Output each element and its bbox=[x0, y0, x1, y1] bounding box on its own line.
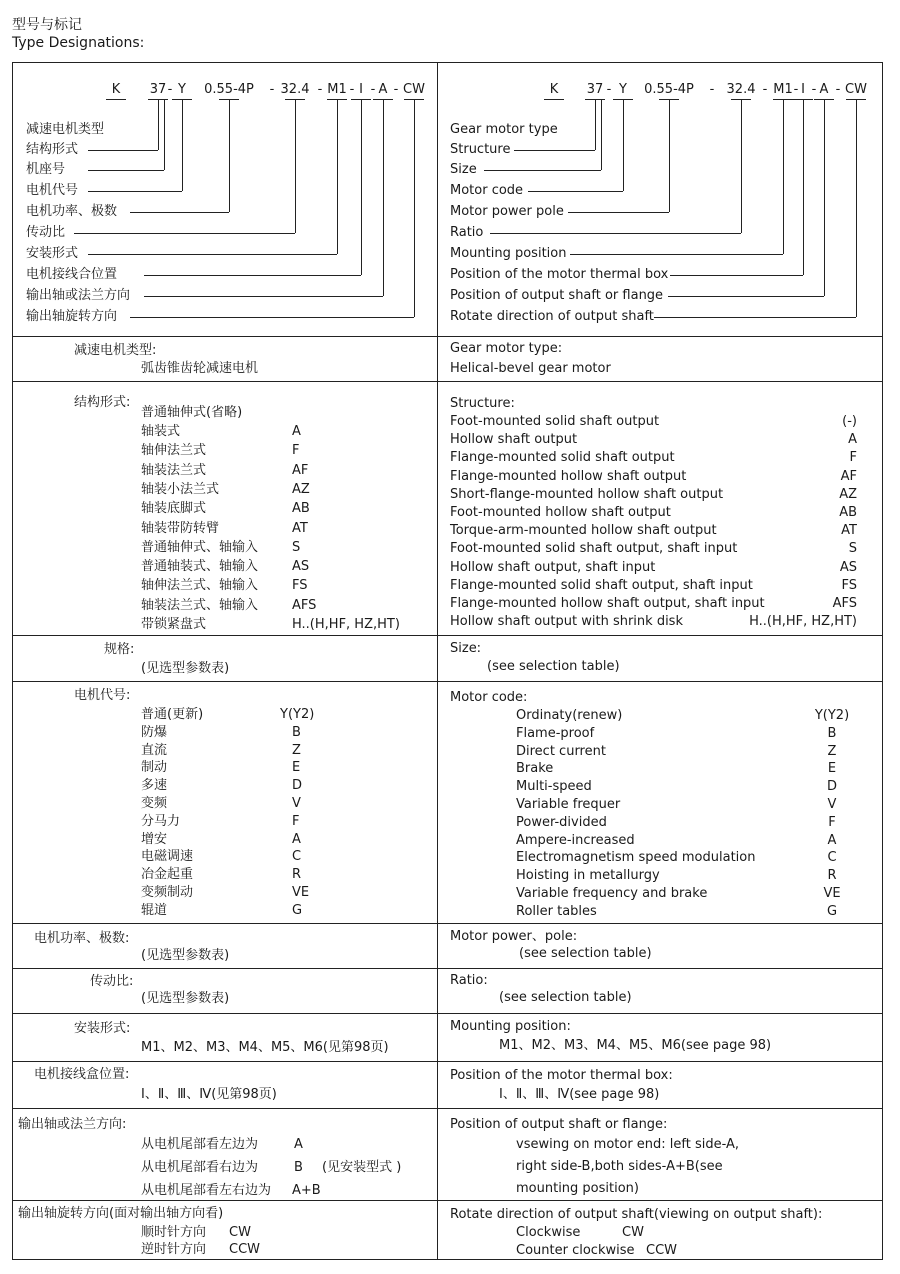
row-divider bbox=[12, 1061, 883, 1062]
code-token: I bbox=[359, 82, 363, 97]
output-shaft-cn-title: 输出轴或法兰方向: bbox=[18, 1117, 127, 1132]
structure-en-code: A bbox=[848, 432, 857, 448]
motor-code-cn-code: B bbox=[292, 724, 301, 740]
motor-code-en-item: Variable frequency and brake bbox=[516, 886, 708, 901]
motor-code-cn-code: Y(Y2) bbox=[280, 707, 315, 722]
code-token: CW bbox=[403, 82, 425, 97]
leader-vertical bbox=[783, 100, 784, 254]
power-en-title: Motor power、pole: bbox=[450, 929, 578, 944]
rotation-cn-title: 输出轴旋转方向(面对输出轴方向看) bbox=[18, 1206, 224, 1221]
code-token: - bbox=[393, 82, 399, 97]
leader-horizontal bbox=[668, 296, 824, 297]
leader-vertical bbox=[741, 100, 742, 233]
motor-code-cn-code: C bbox=[292, 849, 302, 865]
motor-code-en-item: Flame-proof bbox=[516, 725, 595, 741]
motor-code-cn-item: 辊道 bbox=[141, 902, 168, 918]
code-token: - bbox=[811, 82, 817, 97]
left-label: 减速电机类型 bbox=[26, 122, 105, 137]
output-shaft-cn-code: A+B bbox=[292, 1183, 321, 1198]
motor-code-en-code: G bbox=[826, 903, 838, 919]
structure-en-title: Structure: bbox=[450, 396, 515, 411]
leader-vertical bbox=[824, 100, 825, 296]
leader-horizontal bbox=[88, 150, 158, 151]
structure-cn-code: AF bbox=[292, 462, 309, 478]
structure-en-code: AFS bbox=[832, 596, 857, 611]
code-token: M1 bbox=[773, 82, 793, 97]
size-en-title: Size: bbox=[450, 641, 482, 656]
code-token: A bbox=[819, 82, 829, 97]
structure-en-item: Hollow shaft output bbox=[450, 432, 578, 448]
leader-horizontal bbox=[130, 317, 414, 318]
rotation-en-line: Clockwise bbox=[516, 1225, 581, 1240]
row-divider bbox=[12, 1200, 883, 1201]
code-token: - bbox=[835, 82, 841, 97]
structure-cn-code: AT bbox=[292, 520, 308, 536]
motor-code-cn-item: 变频 bbox=[141, 796, 168, 811]
motor-code-en-code: Z bbox=[827, 743, 837, 759]
heading-en: Type Designations: bbox=[12, 35, 145, 51]
code-token: - bbox=[709, 82, 715, 97]
structure-cn-code: H..(H,HF, HZ,HT) bbox=[292, 617, 400, 632]
motor-code-en-item: Ordinaty(renew) bbox=[516, 708, 623, 723]
motor-code-en-item: Hoisting in metallurgy bbox=[516, 868, 660, 884]
motor-code-en-code: B bbox=[827, 725, 837, 741]
leader-vertical bbox=[623, 100, 624, 191]
motor-code-en-code: C bbox=[827, 850, 837, 866]
leader-vertical bbox=[595, 100, 596, 150]
motor-code-cn-code: A bbox=[292, 831, 301, 847]
code-token: - bbox=[317, 82, 323, 97]
row-divider bbox=[12, 635, 883, 636]
code-token: K bbox=[549, 82, 559, 97]
row-divider bbox=[12, 968, 883, 969]
motor-code-en-code: R bbox=[827, 868, 837, 884]
structure-cn-code: F bbox=[292, 443, 300, 459]
row-divider bbox=[12, 336, 883, 337]
motor-code-en-code: VE bbox=[823, 886, 841, 901]
rotation-cn-line: 逆时针方向 bbox=[141, 1242, 207, 1257]
leader-vertical bbox=[164, 100, 165, 170]
ratio-en-title: Ratio: bbox=[450, 973, 488, 988]
output-shaft-en-line: right side-B,both sides-A+B(see bbox=[516, 1159, 723, 1174]
structure-cn-item: 普通轴伸式、轴输入 bbox=[141, 539, 259, 555]
right-label: Gear motor type bbox=[450, 122, 558, 137]
structure-en-item: Flange-mounted solid shaft output, shaft input bbox=[450, 577, 753, 593]
motor-code-cn-code: G bbox=[292, 902, 303, 918]
code-token: - bbox=[762, 82, 768, 97]
leader-vertical bbox=[361, 100, 362, 275]
motor-code-cn-code: R bbox=[292, 867, 302, 883]
right-label: Rotate direction of output shaft bbox=[450, 309, 654, 324]
rotation-cn-code: CCW bbox=[229, 1242, 261, 1257]
motor-code-cn-item: 制动 bbox=[141, 760, 168, 776]
right-label: Motor code bbox=[450, 183, 524, 198]
leader-horizontal bbox=[88, 170, 164, 171]
code-token: - bbox=[606, 82, 612, 97]
output-shaft-en-line: vsewing on motor end: left side-A, bbox=[516, 1137, 740, 1152]
structure-en-code: FS bbox=[841, 577, 857, 593]
motor-code-en-code: A bbox=[827, 832, 837, 848]
code-token: Y bbox=[178, 82, 186, 97]
structure-en-item: Hollow shaft output with shrink disk bbox=[450, 614, 683, 630]
motor-code-en-code: V bbox=[827, 797, 837, 812]
structure-cn-item: 轴装式 bbox=[141, 424, 181, 439]
structure-en-code: AT bbox=[841, 523, 857, 539]
mounting-en-value: M1、M2、M3、M4、M5、M6(see page 98) bbox=[499, 1038, 772, 1053]
structure-en-code: (-) bbox=[842, 414, 857, 429]
left-label: 安装形式 bbox=[26, 246, 79, 261]
code-token: K bbox=[111, 82, 121, 97]
motor-code-en-code: E bbox=[827, 761, 837, 777]
motor-code-en-item: Electromagnetism speed modulation bbox=[516, 850, 756, 866]
motor-code-cn-item: 直流 bbox=[141, 742, 168, 758]
motor-code-cn-code: E bbox=[292, 760, 301, 776]
structure-cn-code: AFS bbox=[292, 597, 317, 613]
output-shaft-en-title: Position of output shaft or flange: bbox=[450, 1117, 668, 1132]
leader-vertical bbox=[158, 100, 159, 150]
motor-code-en-code: Y(Y2) bbox=[814, 708, 850, 723]
thermal-box-en-title: Position of the motor thermal box: bbox=[450, 1068, 673, 1083]
motor-code-en-code: D bbox=[826, 779, 838, 795]
structure-en-code: H..(H,HF, HZ,HT) bbox=[749, 614, 857, 630]
right-label: Position of the motor thermal box bbox=[450, 267, 669, 282]
code-token: 32.4 bbox=[726, 82, 756, 97]
ratio-cn-title: 传动比: bbox=[90, 974, 134, 989]
size-cn-title: 规格: bbox=[104, 642, 135, 657]
gear-type-cn-value: 弧齿锥齿轮减速电机 bbox=[141, 361, 259, 376]
motor-code-en-item: Multi-speed bbox=[516, 779, 592, 795]
code-token: - bbox=[349, 82, 355, 97]
code-token: - bbox=[793, 82, 799, 97]
motor-code-en-item: Variable frequer bbox=[516, 797, 621, 812]
code-token: CW bbox=[845, 82, 867, 97]
rotation-en-code: CCW bbox=[646, 1243, 678, 1258]
code-token: 37 bbox=[586, 82, 604, 97]
leader-vertical bbox=[856, 100, 857, 317]
code-token: 0.55-4P bbox=[644, 82, 694, 97]
size-en-value: (see selection table) bbox=[487, 659, 620, 674]
structure-en-code: AB bbox=[839, 505, 857, 520]
code-token: - bbox=[269, 82, 275, 97]
gear-type-en-title: Gear motor type: bbox=[450, 341, 563, 356]
structure-cn-item: 轴伸法兰式、轴输入 bbox=[141, 578, 259, 594]
structure-cn-code: AS bbox=[292, 559, 310, 575]
row-divider bbox=[12, 923, 883, 924]
structure-en-item: Hollow shaft output, shaft input bbox=[450, 559, 656, 575]
structure-cn-item: 普通轴伸式(省略) bbox=[141, 405, 243, 420]
right-label: Mounting position bbox=[450, 246, 567, 261]
structure-en-item: Flange-mounted hollow shaft output bbox=[450, 468, 687, 484]
left-label: 电机代号 bbox=[26, 183, 79, 198]
motor-code-en-item: Brake bbox=[516, 761, 554, 777]
structure-cn-item: 轴伸法兰式 bbox=[141, 443, 207, 459]
motor-code-cn-code: Z bbox=[292, 742, 301, 758]
structure-en-code: AF bbox=[840, 468, 857, 484]
ratio-cn-value: (见选型参数表) bbox=[141, 991, 230, 1006]
motor-code-cn-item: 分马力 bbox=[141, 813, 181, 829]
structure-cn-item: 轴装法兰式 bbox=[141, 462, 207, 478]
leader-vertical bbox=[414, 100, 415, 317]
structure-en-item: Flange-mounted solid shaft output bbox=[450, 450, 675, 466]
ratio-en-value: (see selection table) bbox=[499, 990, 632, 1005]
right-label: Position of output shaft or flange bbox=[450, 288, 664, 303]
left-label: 电机功率、极数 bbox=[26, 204, 118, 219]
structure-en-code: AZ bbox=[839, 486, 857, 502]
rotation-en-code: CW bbox=[622, 1225, 644, 1240]
left-label: 电机接线合位置 bbox=[26, 267, 118, 282]
row-divider bbox=[12, 681, 883, 682]
leader-horizontal bbox=[490, 233, 741, 234]
leader-horizontal bbox=[88, 254, 337, 255]
thermal-box-en-value: Ⅰ、Ⅱ、Ⅲ、Ⅳ(see page 98) bbox=[499, 1087, 660, 1102]
row-divider bbox=[12, 381, 883, 382]
structure-cn-code: A bbox=[292, 424, 301, 439]
motor-code-en-title: Motor code: bbox=[450, 690, 528, 705]
output-shaft-cn-code: B bbox=[294, 1160, 303, 1175]
leader-vertical bbox=[182, 100, 183, 191]
right-label: Structure bbox=[450, 142, 511, 157]
motor-code-en-item: Roller tables bbox=[516, 903, 597, 919]
structure-cn-code: FS bbox=[292, 578, 308, 594]
motor-code-cn-item: 冶金起重 bbox=[141, 867, 194, 883]
left-label: 机座号 bbox=[26, 162, 66, 177]
motor-code-en-item: Direct current bbox=[516, 743, 606, 759]
motor-code-cn-item: 多速 bbox=[141, 778, 168, 794]
gear-type-en-value: Helical-bevel gear motor bbox=[450, 361, 611, 376]
rotation-en-line: Counter clockwise bbox=[516, 1243, 635, 1258]
leader-horizontal bbox=[74, 233, 295, 234]
structure-cn-item: 带锁紧盘式 bbox=[141, 617, 207, 632]
structure-en-item: Foot-mounted solid shaft output bbox=[450, 414, 660, 429]
leader-horizontal bbox=[514, 150, 595, 151]
row-divider bbox=[12, 1108, 883, 1109]
mounting-cn-title: 安装形式: bbox=[74, 1021, 131, 1036]
motor-code-cn-item: 增安 bbox=[141, 831, 168, 847]
motor-code-cn-code: V bbox=[292, 796, 301, 811]
right-label: Ratio bbox=[450, 225, 484, 240]
code-token: - bbox=[167, 82, 173, 97]
leader-horizontal bbox=[570, 254, 783, 255]
motor-code-cn-item: 普通(更新) bbox=[141, 707, 204, 722]
size-cn-value: (见选型参数表) bbox=[141, 661, 230, 676]
structure-cn-item: 轴装底脚式 bbox=[141, 501, 207, 517]
mounting-en-title: Mounting position: bbox=[450, 1019, 571, 1034]
structure-cn-title: 结构形式: bbox=[74, 395, 131, 410]
structure-cn-item: 轴装小法兰式 bbox=[141, 481, 220, 497]
motor-code-cn-code: VE bbox=[292, 885, 310, 900]
structure-en-item: Foot-mounted solid shaft output, shaft input bbox=[450, 541, 738, 557]
output-shaft-cn-line: 从电机尾部看左边为 bbox=[141, 1137, 259, 1152]
output-shaft-en-line: mounting position) bbox=[516, 1181, 639, 1196]
mounting-cn-value: M1、M2、M3、M4、M5、M6(见第98页) bbox=[141, 1040, 389, 1055]
leader-vertical bbox=[295, 100, 296, 233]
left-label: 输出轴旋转方向 bbox=[26, 309, 118, 324]
power-cn-value: (见选型参数表) bbox=[141, 948, 230, 963]
power-en-value: (see selection table) bbox=[519, 946, 652, 961]
leader-vertical bbox=[601, 100, 602, 170]
structure-cn-code: S bbox=[292, 539, 301, 555]
leader-vertical bbox=[337, 100, 338, 254]
rotation-en-title: Rotate direction of output shaft(viewing on output shaft): bbox=[450, 1207, 823, 1222]
code-token: 32.4 bbox=[280, 82, 310, 97]
structure-cn-item: 轴装法兰式、轴输入 bbox=[141, 597, 259, 613]
structure-en-item: Foot-mounted hollow shaft output bbox=[450, 505, 671, 520]
motor-code-cn-item: 变频制动 bbox=[141, 885, 194, 900]
code-token-underline bbox=[544, 99, 564, 100]
leader-horizontal bbox=[88, 191, 182, 192]
leader-vertical bbox=[803, 100, 804, 275]
code-token-underline bbox=[106, 99, 126, 100]
row-divider bbox=[12, 1013, 883, 1014]
column-divider bbox=[437, 62, 438, 1260]
code-token: - bbox=[370, 82, 376, 97]
thermal-box-cn-title: 电机接线盒位置: bbox=[34, 1067, 130, 1082]
motor-code-en-item: Ampere-increased bbox=[516, 832, 635, 848]
leader-horizontal bbox=[654, 317, 856, 318]
structure-en-item: Torque-arm-mounted hollow shaft output bbox=[450, 523, 717, 539]
leader-horizontal bbox=[484, 170, 601, 171]
motor-code-cn-code: D bbox=[292, 778, 303, 794]
leader-vertical bbox=[383, 100, 384, 296]
leader-horizontal bbox=[528, 191, 623, 192]
left-label: 输出轴或法兰方向 bbox=[26, 288, 131, 303]
structure-cn-code: AZ bbox=[292, 481, 310, 497]
code-token: 0.55-4P bbox=[204, 82, 254, 97]
structure-en-item: Flange-mounted hollow shaft output, shaft input bbox=[450, 596, 765, 611]
code-token: Y bbox=[619, 82, 627, 97]
output-shaft-cn-line: 从电机尾部看左右边为 bbox=[141, 1183, 272, 1198]
leader-vertical bbox=[669, 100, 670, 212]
structure-en-code: S bbox=[848, 541, 857, 557]
structure-en-code: F bbox=[849, 450, 857, 466]
output-shaft-cn-note: (见安装型式 ) bbox=[322, 1160, 402, 1175]
motor-code-cn-title: 电机代号: bbox=[74, 688, 131, 703]
left-label: 传动比 bbox=[26, 225, 66, 240]
output-shaft-cn-line: 从电机尾部看右边为 bbox=[141, 1160, 259, 1175]
motor-code-en-code: F bbox=[828, 814, 836, 830]
leader-horizontal bbox=[670, 275, 803, 276]
leader-vertical bbox=[229, 100, 230, 212]
output-shaft-cn-code: A bbox=[294, 1137, 303, 1152]
structure-en-item: Short-flange-mounted hollow shaft output bbox=[450, 486, 724, 502]
power-cn-title: 电机功率、极数: bbox=[34, 931, 130, 946]
left-label: 结构形式 bbox=[26, 142, 79, 157]
motor-code-cn-item: 电磁调速 bbox=[141, 849, 194, 865]
motor-code-cn-item: 防爆 bbox=[141, 724, 168, 740]
right-label: Size bbox=[450, 162, 477, 177]
motor-code-en-item: Power-divided bbox=[516, 814, 607, 830]
code-token: A bbox=[378, 82, 388, 97]
leader-horizontal bbox=[568, 212, 669, 213]
structure-cn-item: 轴装带防转臂 bbox=[141, 520, 220, 536]
code-token: 37 bbox=[149, 82, 167, 97]
structure-cn-code: AB bbox=[292, 501, 310, 517]
gear-type-cn-title: 减速电机类型: bbox=[74, 343, 157, 358]
leader-horizontal bbox=[130, 212, 229, 213]
motor-code-cn-code: F bbox=[292, 813, 300, 829]
right-label: Motor power pole bbox=[450, 204, 564, 219]
code-token: M1 bbox=[327, 82, 347, 97]
structure-en-code: AS bbox=[839, 559, 857, 575]
structure-cn-item: 普通轴装式、轴输入 bbox=[141, 559, 259, 575]
thermal-box-cn-value: Ⅰ、Ⅱ、Ⅲ、Ⅳ(见第98页) bbox=[141, 1087, 277, 1102]
heading-cn: 型号与标记 bbox=[12, 17, 82, 33]
rotation-cn-code: CW bbox=[229, 1225, 251, 1240]
code-token: I bbox=[801, 82, 805, 97]
leader-horizontal bbox=[144, 296, 383, 297]
leader-horizontal bbox=[144, 275, 361, 276]
rotation-cn-line: 顺时针方向 bbox=[141, 1225, 207, 1240]
